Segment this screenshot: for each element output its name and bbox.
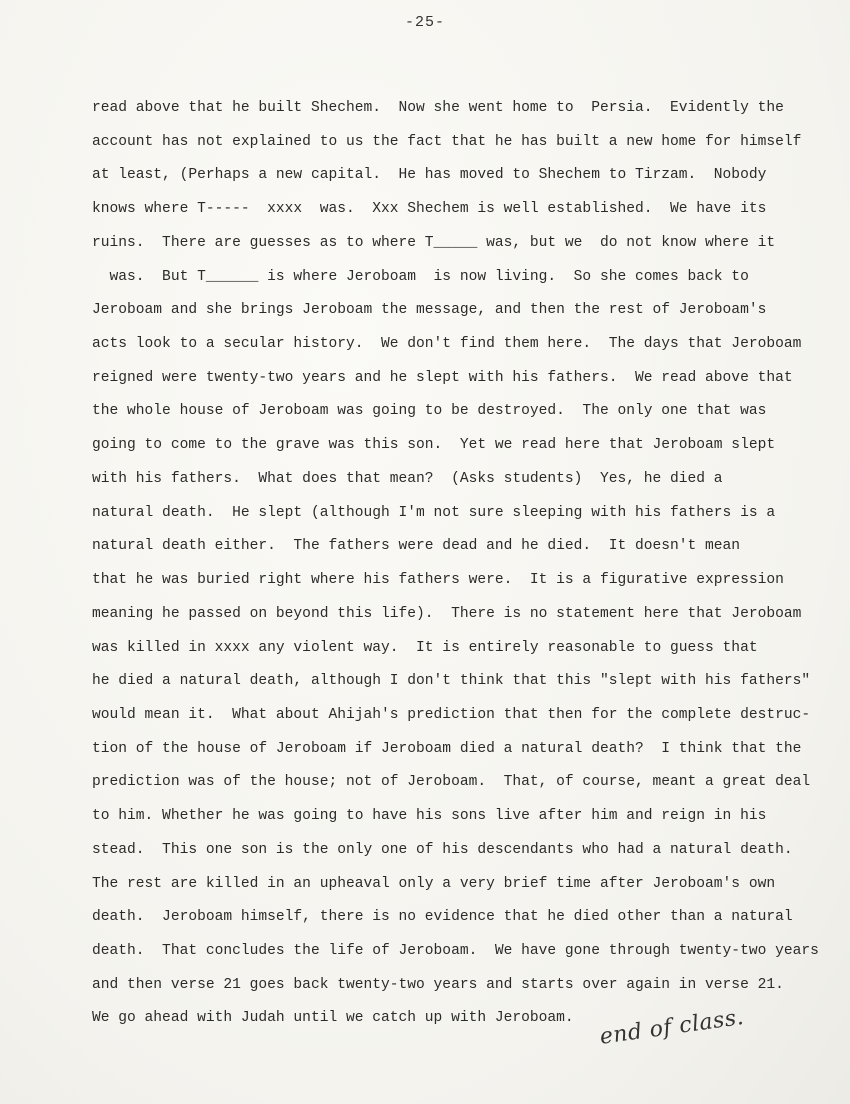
transcript-body xyxy=(92,98,819,1042)
text-line: natural death either. The fathers were dead and he died. It doesn't mean xyxy=(92,538,741,555)
text-line: read above that he built Shechem. Now she went home to Persia. Evidently the xyxy=(92,100,784,116)
text-line: was. But T______ is where Jeroboam is now living. So she comes back to xyxy=(92,268,749,285)
text-line: knows where T----- xxxx was. Xxx Shechem is well established. We have its xyxy=(92,201,767,218)
handwritten-note: end of class. xyxy=(598,1004,746,1050)
text-line: ruins. There are guesses as to where T_____ was, but we do not know where it xyxy=(92,234,776,251)
text-line: tion of the house of Jeroboam if Jeroboam died a natural death? I think that the xyxy=(92,740,802,757)
page-number: -25- xyxy=(404,14,445,31)
text-line: meaning he passed on beyond this life). There is no statement here that Jeroboam xyxy=(92,605,802,622)
text-line: that he was buried right where his fathers were. It is a figurative expression xyxy=(92,572,784,589)
text-line: acts look to a secular history. We don't find them here. The days that Jeroboam xyxy=(92,336,802,353)
text-line: stead. This one son is the only one of his descendants who had a natural death. xyxy=(92,841,793,858)
text-line: to him. Whether he was going to have his sons live after him and reign in his xyxy=(92,808,767,825)
text-line: prediction was of the house; not of Jeroboam. That, of course, meant a great deal xyxy=(92,774,811,791)
text-line: going to come to the grave was this son. Yet we read here that Jeroboam slept xyxy=(92,437,776,454)
text-line: was killed in xxxx any violent way. It is entirely reasonable to guess that xyxy=(92,639,758,656)
text-line: The rest are killed in an upheaval only a very brief time after Jeroboam's own xyxy=(92,875,776,892)
text-line: at least, (Perhaps a new capital. He has moved to Shechem to Tirzam. Nobody xyxy=(92,167,767,184)
text-line: We go ahead with Judah until we catch up with Jeroboam. xyxy=(92,1010,574,1027)
text-line: he died a natural death, although I don't think that this "slept with his fathers" xyxy=(92,673,811,690)
text-line: account has not explained to us the fact that he has built a new home for himself xyxy=(92,133,802,150)
text-line: and then verse 21 goes back twenty-two years and starts over again in verse 21. xyxy=(92,976,784,993)
text-line: would mean it. What about Ahijah's prediction that then for the complete destruc- xyxy=(92,706,811,723)
text-line: natural death. He slept (although I'm not sure sleeping with his fathers is a xyxy=(92,504,776,521)
text-line: death. That concludes the life of Jeroboam. We have gone through twenty-two years xyxy=(92,942,819,959)
text-line: with his fathers. What does that mean? (Asks students) Yes, he died a xyxy=(92,470,723,487)
text-line: death. Jeroboam himself, there is no evidence that he died other than a natural xyxy=(92,909,793,926)
text-line: the whole house of Jeroboam was going to be destroyed. The only one that was xyxy=(92,403,767,420)
text-line: reigned were twenty-two years and he slept with his fathers. We read above that xyxy=(92,369,793,386)
text-line: Jeroboam and she brings Jeroboam the message, and then the rest of Jeroboam's xyxy=(92,302,767,319)
